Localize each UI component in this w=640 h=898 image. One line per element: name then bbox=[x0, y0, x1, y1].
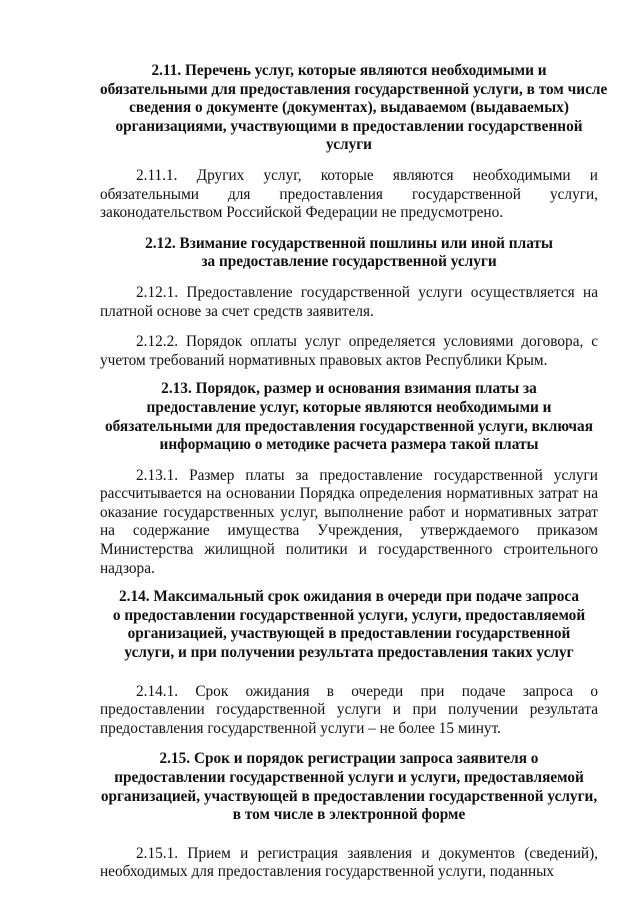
heading-line: 2.11. Перечень услуг, которые являются необходимыми и bbox=[151, 62, 547, 79]
heading-line: организацией, участвующей в предоставлении государственной bbox=[127, 625, 571, 643]
paragraph: 2.15.1. Прием и регистрация заявления и документов (сведений), необходимых для предоставления государственной услуги, поданных bbox=[100, 844, 598, 881]
heading-line: за предоставление государственной услуги bbox=[201, 253, 497, 271]
paragraph: 2.12.2. Порядок оплаты услуг определяется условиями договора, с учетом требований нормативных правовых актов Республики Крым. bbox=[100, 333, 598, 369]
heading-line: 2.15. Срок и порядок регистрации запроса заявителя о bbox=[159, 750, 539, 768]
heading-line: организацией, участвующей в предоставлении государственной услуги, bbox=[100, 787, 598, 805]
heading-line: услуги, и при получении результата предоставления таких услуг bbox=[124, 644, 574, 662]
heading-line: информацию о методике расчета размера такой платы bbox=[159, 436, 539, 454]
section-2-15 bbox=[100, 750, 598, 882]
heading-line: организациями, участвующими в предоставлении государственной bbox=[115, 117, 583, 135]
heading-line: услуги bbox=[326, 136, 372, 154]
section-heading bbox=[100, 588, 598, 662]
heading-line: обязательными для предоставления государственной услуги, в том числе bbox=[100, 80, 608, 98]
section-2-11 bbox=[100, 62, 608, 223]
heading-line: 2.14. Максимальный срок ожидания в очереди при подаче запроса bbox=[119, 588, 579, 606]
heading-line: о предоставлении государственной услуги, услуги, предоставляемой bbox=[112, 606, 586, 624]
heading-line: в том числе в электронной форме bbox=[232, 806, 466, 824]
heading-line: 2.12. Взимание государственной пошлины или иной платы bbox=[145, 234, 553, 252]
section-2-14 bbox=[100, 588, 598, 738]
paragraph: 2.14.1. Срок ожидания в очереди при подаче запроса о предоставлении государственной услуги и при получении результата предоставления государственной услуги – не более 15 минут. bbox=[100, 682, 598, 737]
heading-line: предоставлении государственной услуги и услуги, предоставляемой bbox=[114, 769, 584, 786]
paragraph: 2.11.1. Других услуг, которые являются необходимыми и обязательными для предоставления государственной услуги, законодательством Российской Федерации не предусмотрено. bbox=[100, 166, 598, 222]
section-2-12 bbox=[100, 235, 598, 371]
document-body bbox=[100, 62, 608, 882]
heading-line: обязательными для предоставления государственной услуги, включая bbox=[105, 417, 593, 435]
section-heading bbox=[100, 235, 598, 272]
section-heading bbox=[100, 62, 608, 155]
paragraph: 2.13.1. Размер платы за предоставление государственной услуги рассчитывается на основании Порядка определения нормативных затрат на оказание государственных услуг, выполнение работ и нормативных затрат на содержание имущества Учреждения, утверждаемого приказом Министерства жилищной политики и государственного строительного надзора. bbox=[100, 466, 598, 577]
section-2-13 bbox=[100, 380, 598, 578]
heading-line: сведения о документе (документах), выдаваемом (выдаваемых) bbox=[129, 99, 569, 117]
heading-line: 2.13. Порядок, размер и основания взимания платы за bbox=[161, 380, 537, 398]
paragraph: 2.12.1. Предоставление государственной услуги осуществляется на платной основе за счет средств заявителя. bbox=[100, 283, 598, 320]
heading-line: предоставление услуг, которые являются необходимыми и bbox=[146, 398, 552, 416]
section-heading bbox=[100, 380, 598, 454]
section-heading bbox=[100, 750, 598, 824]
